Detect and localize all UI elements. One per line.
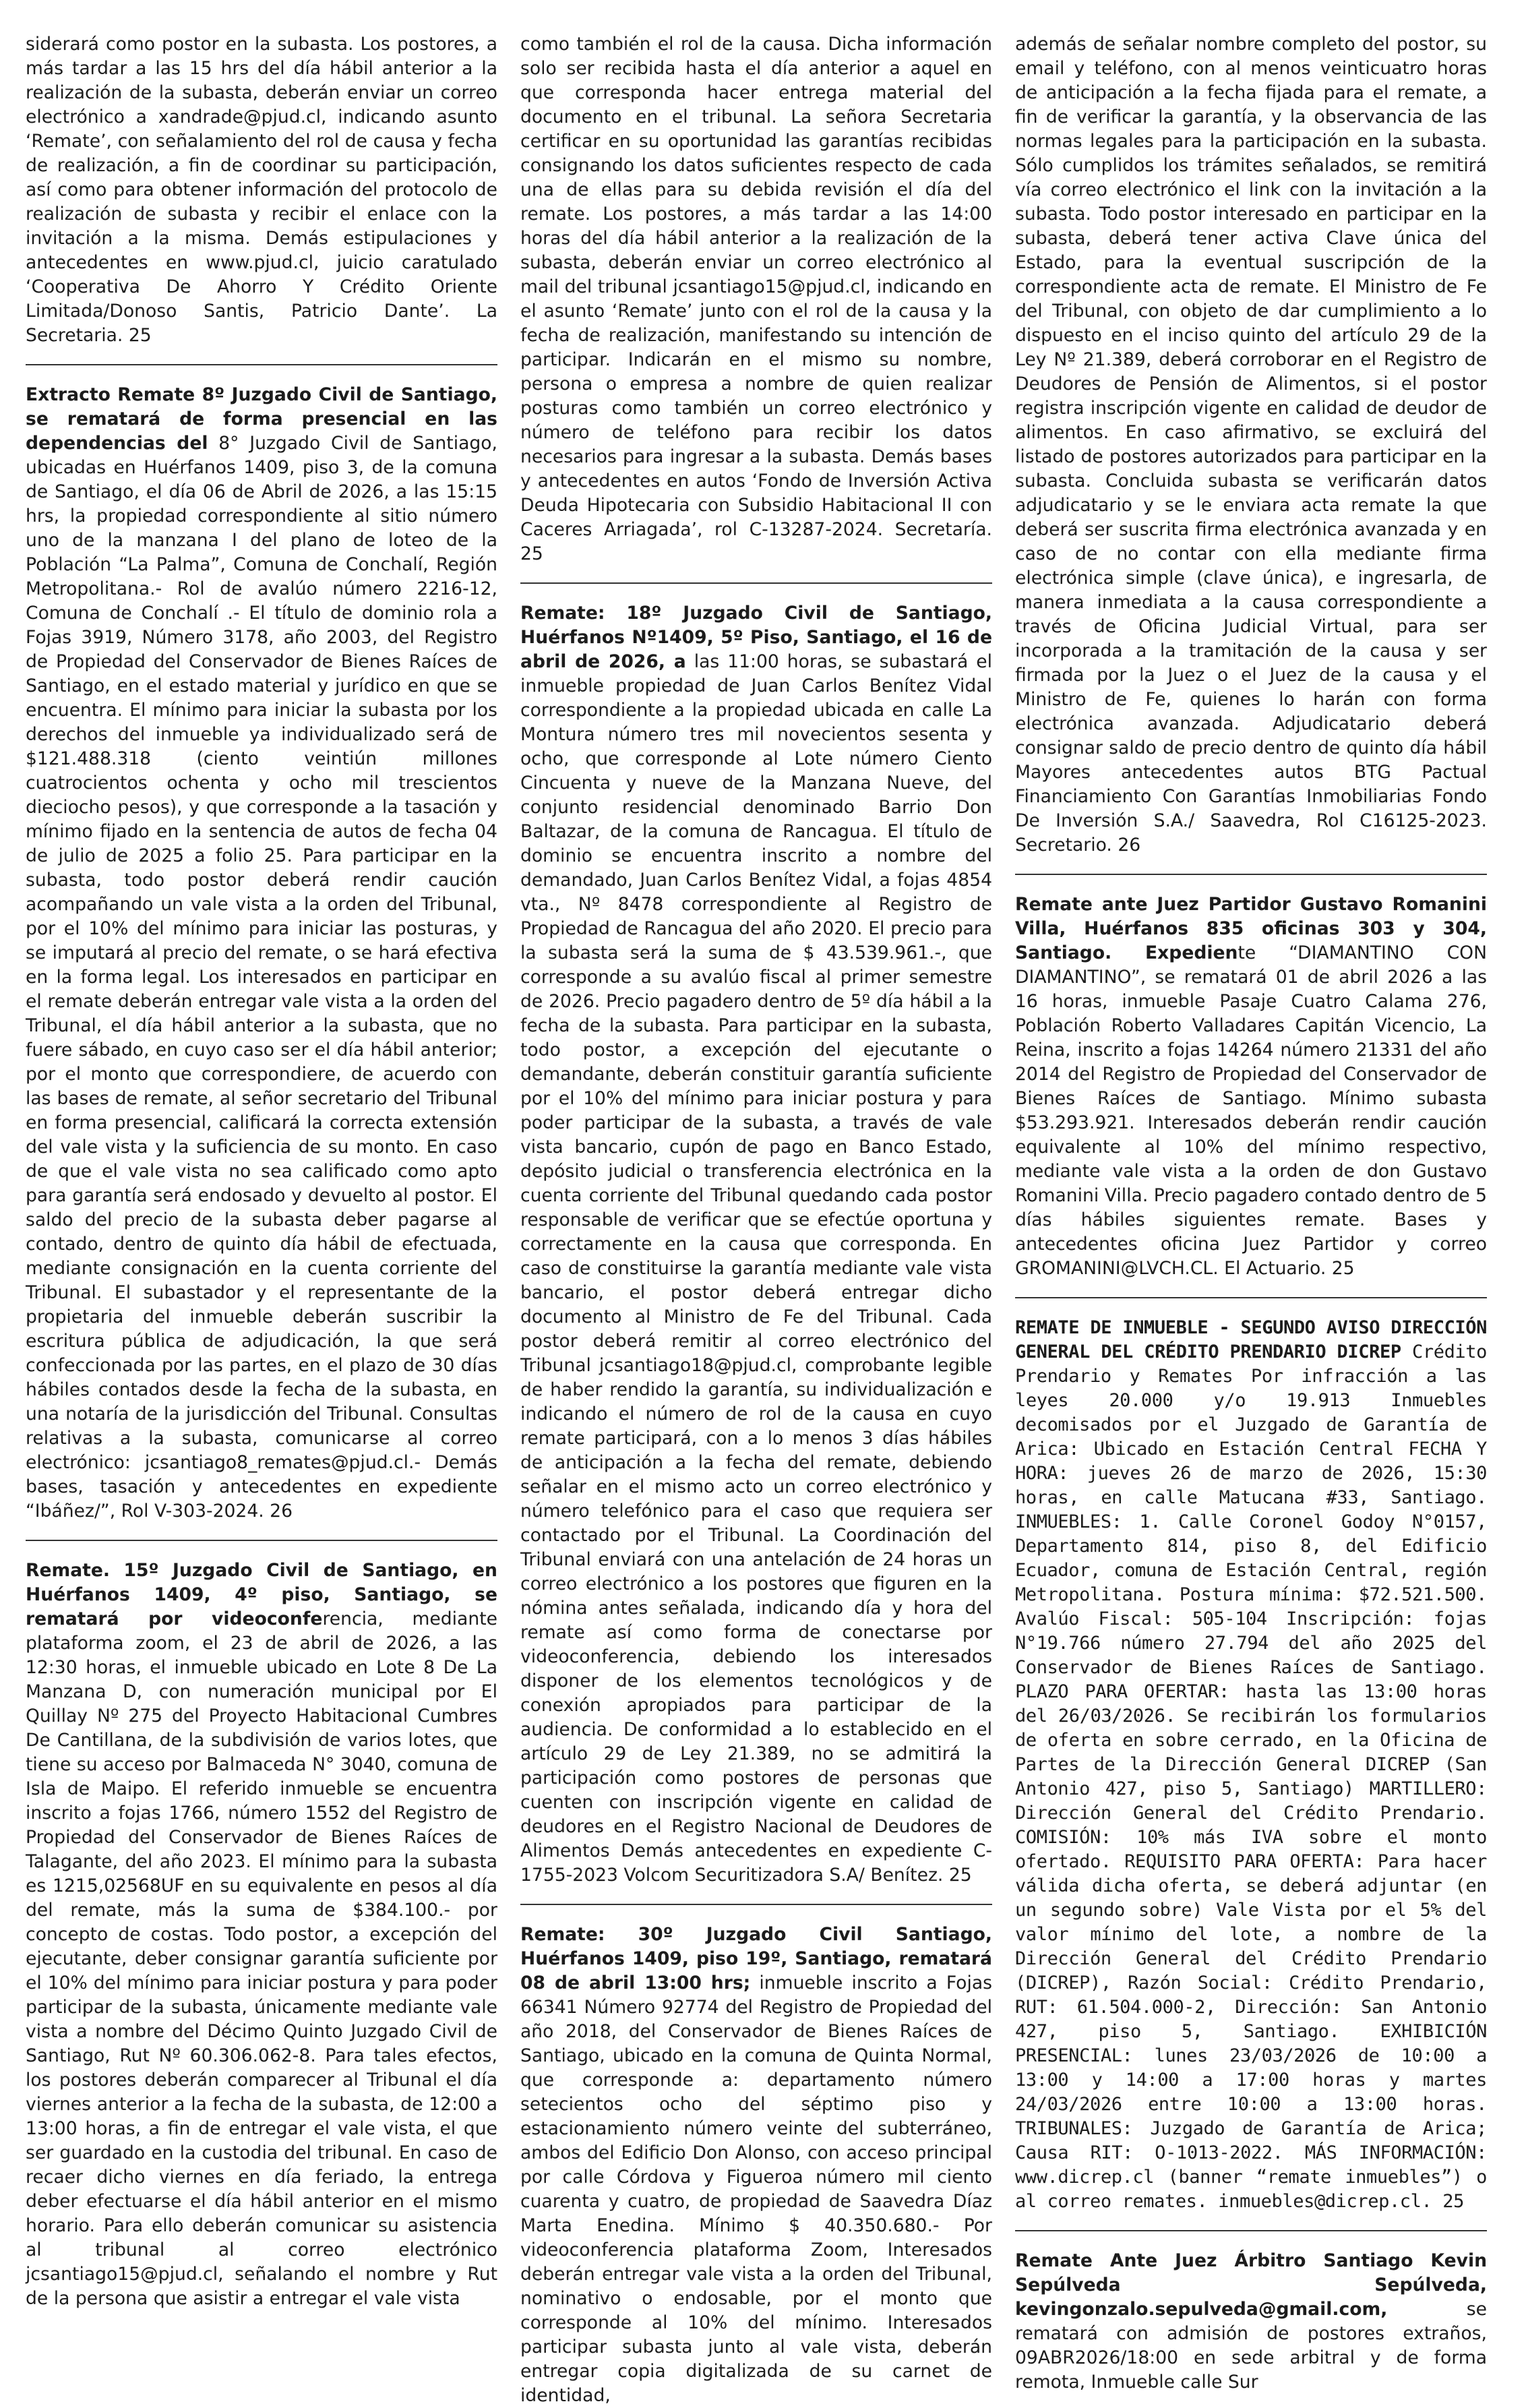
notice-body: además de señalar nombre completo del postor, su email y teléfono, con al menos veinticuatro horas de anticipación a la fecha fijada para el remate, a fin de verificar la garantía, y la observancia de las normas legales para la participación en la subasta. Sólo cumplidos los trámites señalados, se remitirá vía correo electrónico el link con la invitación a la subasta. Todo postor interesado en participar en la subasta, deberá tener activa Clave única del Estado, para la eventual suscripción de la correspondiente acta de remate. El Ministro de Fe del Tribunal, con objeto de dar cumplimiento a lo dispuesto en el inciso quinto del artículo 29 de la Ley Nº 21.389, deberá corroborar en el Registro de Deudores de Pensión de Alimentos, si el postor registra inscripción vigente en calidad de deudor de alimentos. En caso afirmativo, se excluirá del listado de postores autorizados para participar en la subasta. Concluida subasta se verificarán datos adjudicatario y se le enviara acta remate la que deberá ser suscrita firma electrónica avanzada y en caso de no contar con ella mediante firma electrónica simple (clave única), e ingresarla, de manera inmediata a la causa correspondiente a través de Oficina Judicial Virtual, para ser incorporada a la tramitación de la causa y ser firmada por la Juez o el Juez de la causa y el Ministro de Fe, quienes lo harán con forma electrónica avanzada. Adjudicatario deberá consignar saldo de precio dentro de quinto día hábil Mayores antecedentes autos BTG Pactual Financiamiento Con Garantías Inmobiliarias Fondo De Inversión S.A./ Saavedra, Rol C16125-2023. Secretario. 26 [1015,34,1487,855]
divider [1015,874,1487,875]
column-3 [1015,32,1488,2392]
notice-remate-30-juzgado [520,1923,992,2408]
divider [1015,2230,1487,2231]
notice-body: como también el rol de la causa. Dicha información solo ser recibida hasta el día anterior a aquel en que corresponda hacer entrega material del documento en el tribunal. La señora Secretaria certificar en su oportunidad las garantías recibidas consignando los datos suficientes respecto de cada una de ellas para su debida revisión el día del remate. Los postores, a más tardar a las 14:00 horas del día hábil anterior a la realización de la subasta, deberán enviar un correo electrónico al mail del tribunal jcsantiago15@pjud.cl, indicando en el asunto ‘Remate’ junto con el rol de la causa y la fecha de realización, manifestando su intención de participar. Indicarán en el mismo su nombre, persona o empresa a nombre de quien realizar posturas como también un correo electrónico y número de teléfono para recibir los datos necesarios para ingresar a la subasta. Demás bases y antecedentes en autos ‘Fondo de Inversión Activa Deuda Hipotecaria con Subsidio Habitacional II con Caceres Arriagada’, rol C-13287-2024. Secretaría. 25 [520,34,992,564]
notice-body: Crédito Prendario y Remates Por infracción a las leyes 20.000 y/o 19.913 Inmuebles decomisados por el Juzgado de Garantía de Arica: Ubicado en Estación Central FECHA Y HORA: jueves 26 de marzo de 2026, 15:30 horas, en calle Matucana #33, Santiago. INMUEBLES: 1. Calle Coronel Godoy N°0157, Departamento 814, piso 8, del Edificio Ecuador, comuna de Estación Central, región Metropolitana. Postura mínima: $72.521.500. Avalúo Fiscal: 505-104 Inscripción: fojas N°19.766 número 27.794 del año 2025 del Conservador de Bienes Raíces de Santiago. PLAZO PARA OFERTAR: hasta las 13:00 horas del 26/03/2026. Se recibirán los formularios de oferta en sobre cerrado, en la Oficina de Partes de la Dirección General DICREP (San Antonio 427, piso 5, Santiago) MARTILLERO: Dirección General del Crédito Prendario. COMISIÓN: 10% más IVA sobre el monto ofertado. REQUISITO PARA OFERTA: Para hacer válida dicha oferta, se deberá adjuntar (en un segundo sobre) Vale Vista por el 5% del valor mínimo del lote, a nombre de la Dirección General del Crédito Prendario (DICREP), Razón Social: Crédito Prendario, RUT: 61.504.000-2, Dirección: San Antonio 427, piso 5, Santiago. EXHIBICIÓN PRESENCIAL: lunes 23/03/2026 de 10:00 a 13:00 y 14:00 a 17:00 horas y martes 24/03/2026 entre 10:00 a 13:00 horas. TRIBUNALES: Juzgado de Garantía de Arica; Causa RIT: O-1013-2022. MÁS INFORMACIÓN: www.dicrep.cl (banner “remate inmuebles”) o al correo remates. inmuebles@dicrep.cl. 25 [1015,1342,1488,2212]
notice-remate-juez-partidor [1015,893,1487,1281]
notice-body: siderará como postor en la subasta. Los postores, a más tardar a las 15 hrs del día hábil anterior a la realización de la subasta, deberán enviar un correo electrónico a xandrade@pjud.cl, indicando asunto ‘Remate’, con señalamiento del rol de causa y fecha de realización, a fin de coordinar su participación, así como para obtener información del protocolo de realización de subasta y recibir el enlace con la invitación a la misma. Demás estipulaciones y antecedentes en www.pjud.cl, juicio caratulado ‘Cooperativa De Ahorro Y Crédito Oriente Limitada/Donoso Santis, Patricio Dante’. La Secretaria. 25 [26,34,497,346]
column-1 [26,32,497,2309]
notice-body: rencia, mediante plataforma zoom, el 23 de abril de 2026, a las 12:30 horas, el inmueble ubicado en Lote 8 De La Manzana D, con numeración municipal por El Quillay Nº 275 del Proyecto Habitacional Cumbres De Cantillana, de la subdivisión de varios lotes, que tiene su acceso por Balmaceda N° 3040, comuna de Isla de Maipo. El referido inmueble se encuentra inscrito a fojas 1766, número 1552 del Registro de Propiedad del Conservador de Bienes Raíces de Talagante, del año 2023. El mínimo para la subasta es 1215,02568UF en su equivalente en pesos al día del remate, más la suma de $384.100.- por concepto de costas. Todo postor, a excepción del ejecutante, deber consignar garantía suficiente por el 10% del mínimo para iniciar postura y para poder participar de la subasta, únicamente mediante vale vista a nombre del Décimo Quinto Juzgado Civil de Santiago, Rut Nº 60.306.062-8. Para tales efectos, los postores deberán comparecer al Tribunal el día viernes anterior a la fecha de la subasta, de 12:00 a 13:00 horas, a fin de entregar el vale vista, el que ser guardado en la custodia del tribunal. En caso de recaer dicho viernes en día feriado, la entrega deber efectuarse el día hábil anterior en el mismo horario. Para ello deberán comunicar su asistencia al tribunal al correo electrónico jcsantiago15@pjud.cl, señalando el nombre y Rut de la persona que asistir a entregar el vale vista [26,1608,497,2309]
notice-body: inmueble inscrito a Fojas 66341 Número 92774 del Registro de Propiedad del año 2018, del Conservador de Bienes Raíces de Santiago, ubicado en la comuna de Quinta Normal, que corresponde a: departamento número setecientos ocho del séptimo piso y estacionamiento número veinte del subterráneo, ambos del Edificio Don Alonso, con acceso principal por calle Córdova y Figueroa número mil ciento cuarenta y cuatro, de propiedad de Saavedra Díaz Marta Enedina. Mínimo $ 40.350.680.- Por videoconferencia plataforma Zoom, Interesados deberán entregar vale vista a la orden del Tribunal, nominativo o endosable, por el monto que corresponde al 10% del mínimo. Interesados participar subasta junto al vale vista, deberán entregar copia digitalizada de su carnet de identidad, [520,1973,992,2406]
notice-continuation-15-juzgado [520,32,992,566]
notice-headline: Remate. 15º Juzgado Civil de Santiago, en Huérfanos 1409, 4º piso, Santiago, se rematará por videoconfe [26,1560,497,1629]
notice-headline: Remate ante Juez Partidor Gustavo Romanini Villa, Huérfanos 835 oficinas 303 y 304, Santiago. Expedien [1015,894,1487,963]
notice-headline: Extracto Remate 8º Juzgado Civil de Santiago, se rematará de forma presencial en las dependencias del [26,384,497,454]
notice-headline: Remate Ante Juez Árbitro Santiago Kevin Sepúlveda Sepúlveda, kevingonzalo.sepulveda@gmail.com, [1015,2250,1487,2320]
divider [520,1904,992,1905]
notice-body: las 11:00 horas, se subastará el inmueble propiedad de Juan Carlos Benítez Vidal correspondiente a la propiedad ubicada en calle La Montura número tres mil novecientos sesenta y ocho, que corresponde al Lote número Ciento Cincuenta y nueve de la Manzana Nueve, del conjunto residencial denominado Barrio Don Baltazar, de la comuna de Rancagua. El título de dominio se encuentra inscrito a nombre del demandado, Juan Carlos Benítez Vidal, a fojas 4854 vta., Nº 8478 correspondiente al Registro de Propiedad de Rancagua del año 2020. El precio para la subasta será la suma de $ 43.539.961.-, que corresponde a su avalúo fiscal al primer semestre de 2026. Precio pagadero dentro de 5º día hábil a la fecha de la subasta. Para participar en la subasta, todo postor, a excepción del ejecutante o demandante, deberán constituir garantía suficiente por el 10% del mínimo para iniciar postura y para poder participar de la subasta, a través de vale vista bancario, cupón de pago en Banco Estado, depósito judicial o transferencia electrónica en la cuenta corriente del Tribunal quedando cada postor responsable de verificar que se efectúe oportuna y correctamente en la causa que corresponda. En caso de constituirse la garantía mediante vale vista bancario, el postor deberá entregar dicho documento al Ministro de Fe del Tribunal. Cada postor deberá remitir al correo electrónico del Tribunal jcsantiago18@pjud.cl, comprobante legible de haber rendido la garantía, su individualización e indicando el número de rol de la causa en cuyo remate participará, con a lo menos 3 días hábiles de anticipación a la fecha del remate, debiendo señalar en el mismo acto un correo electrónico y número telefónico para el caso que requiera ser contactado por el Tribunal. La Coordinación del Tribunal enviará con una antelación de 24 horas un correo electrónico a los postores que figuren en la nómina antes señalada, indicando día y hora del remate así como forma de conectarse por videoconferencia, debiendo los interesados disponer de los elementos tecnológicos y de conexión apropiados para participar de la audiencia. De conformidad a lo establecido en el artículo 29 de Ley 21.389, no se admitirá la participación como postores de personas que cuenten con inscripción vigente en calidad de deudores en el Registro Nacional de Deudores de Alimentos Demás antecedentes en expediente C-1755-2023 Volcom Securitizadora S.A/ Benítez. 25 [520,651,992,1886]
notice-body: 8° Juzgado Civil de Santiago, ubicadas en Huérfanos 1409, piso 3, de la comuna de Santiago, el día 06 de Abril de 2026, a las 15:15 hrs, la propiedad correspondiente al sitio número uno de la manzana I del plano de loteo de la Población “La Palma”, Comuna de Conchalí, Región Metropolitana.- Rol de avalúo número 2216-12, Comuna de Conchalí .- El título de dominio rola a Fojas 3919, Número 3178, año 2003, del Registro de Propiedad del Conservador de Bienes Raíces de Santiago, en el estado material y jurídico en que se encuentra. El mínimo para iniciar la subasta por los derechos del inmueble ya individualizado será de $121.488.318 (ciento veintiún millones cuatrocientos ochenta y ocho mil trescientos dieciocho pesos), y que corresponde a la tasación y mínimo fijado en la sentencia de autos de fecha 04 de julio de 2025 a folio 25. Para participar en la subasta, todo postor deberá rendir caución acompañando un vale vista a la orden del Tribunal, por el 10% del mínimo para iniciar las posturas, y se imputará al precio del remate, o se hará efectiva en la forma legal. Los interesados en participar en el remate deberán entregar vale vista a la orden del Tribunal, el día hábil anterior a la subasta, que no fuere sábado, en cuyo caso ser el día hábil anterior; por el monto que correspondiere, de acuerdo con las bases de remate, al señor secretario del Tribunal en forma presencial, calificará la correcta extensión del vale vista y la suficiencia de su monto. En caso de que el vale vista no sea calificado como apto para garantía será endosado y devuelto al postor. El saldo del precio de la subasta deber pagarse al contado, dentro de quinto día hábil de efectuada, mediante consignación en la cuenta corriente del Tribunal. El subastador y el representante de la propietaria del inmueble deberán suscribir la escritura pública de adjudicación, la que será confeccionada por las partes, en el plazo de 30 días hábiles contados desde la fecha de la subasta, en una notaría de la jurisdicción del Tribunal. Consultas relativas a la subasta, comunicarse al correo electrónico: jcsantiago8_remates@pjud.cl.- Demás bases, tasación y antecedentes en expediente “Ibáñez/”, Rol V-303-2024. 26 [26,433,497,1522]
notice-continuation-cooperativa [26,32,497,348]
divider [26,364,497,365]
notice-body: se rematará con admisión de postores extraños, 09ABR2026/18:00 en sede arbitral y de forma remota, Inmueble calle Sur [1015,2299,1487,2392]
divider [26,1540,497,1541]
notice-remate-juez-arbitro [1015,2249,1487,2395]
notice-remate-15-juzgado [26,1559,497,2311]
notice-continuation-30-juzgado [1015,32,1487,857]
divider [520,582,992,584]
notice-remate-8-juzgado [26,383,497,1524]
notice-body: te “DIAMANTINO CON DIAMANTINO”, se rematará 01 de abril 2026 a las 16 horas, inmueble Pasaje Cuatro Calama 276, Población Roberto Valladares Capitán Vicencio, La Reina, inscrito a fojas 14264 número 21331 del año 2014 del Registro de Propiedad del Conservador de Bienes Raíces de Santiago. Mínimo subasta $53.293.921. Interesados deberán rendir caución equivalente al 10% del mínimo respectivo, mediante vale vista a la orden de don Gustavo Romanini Villa. Precio pagadero contado dentro de 5 días hábiles siguientes remate. Bases y antecedentes oficina Juez Partidor y correo GROMANINI@LVCH.CL. El Actuario. 25 [1015,942,1487,1279]
column-2 [520,32,992,2406]
notice-headline: REMATE DE INMUEBLE - SEGUNDO AVISO DIRECCIÓN GENERAL DEL CRÉDITO PRENDARIO DICREP [1015,1317,1487,1362]
notice-headline: Remate: 18º Juzgado Civil de Santiago, Huérfanos Nº1409, 5º Piso, Santiago, el 16 de abril de 2026, a [520,603,992,672]
notice-remate-dicrep [1015,1316,1487,2214]
notice-remate-18-juzgado [520,601,992,1888]
divider [1015,1297,1487,1298]
notice-headline: Remate: 30º Juzgado Civil Santiago, Huérfanos 1409, piso 19º, Santiago, rematará 08 de abril 13:00 hrs; [520,1924,992,1993]
